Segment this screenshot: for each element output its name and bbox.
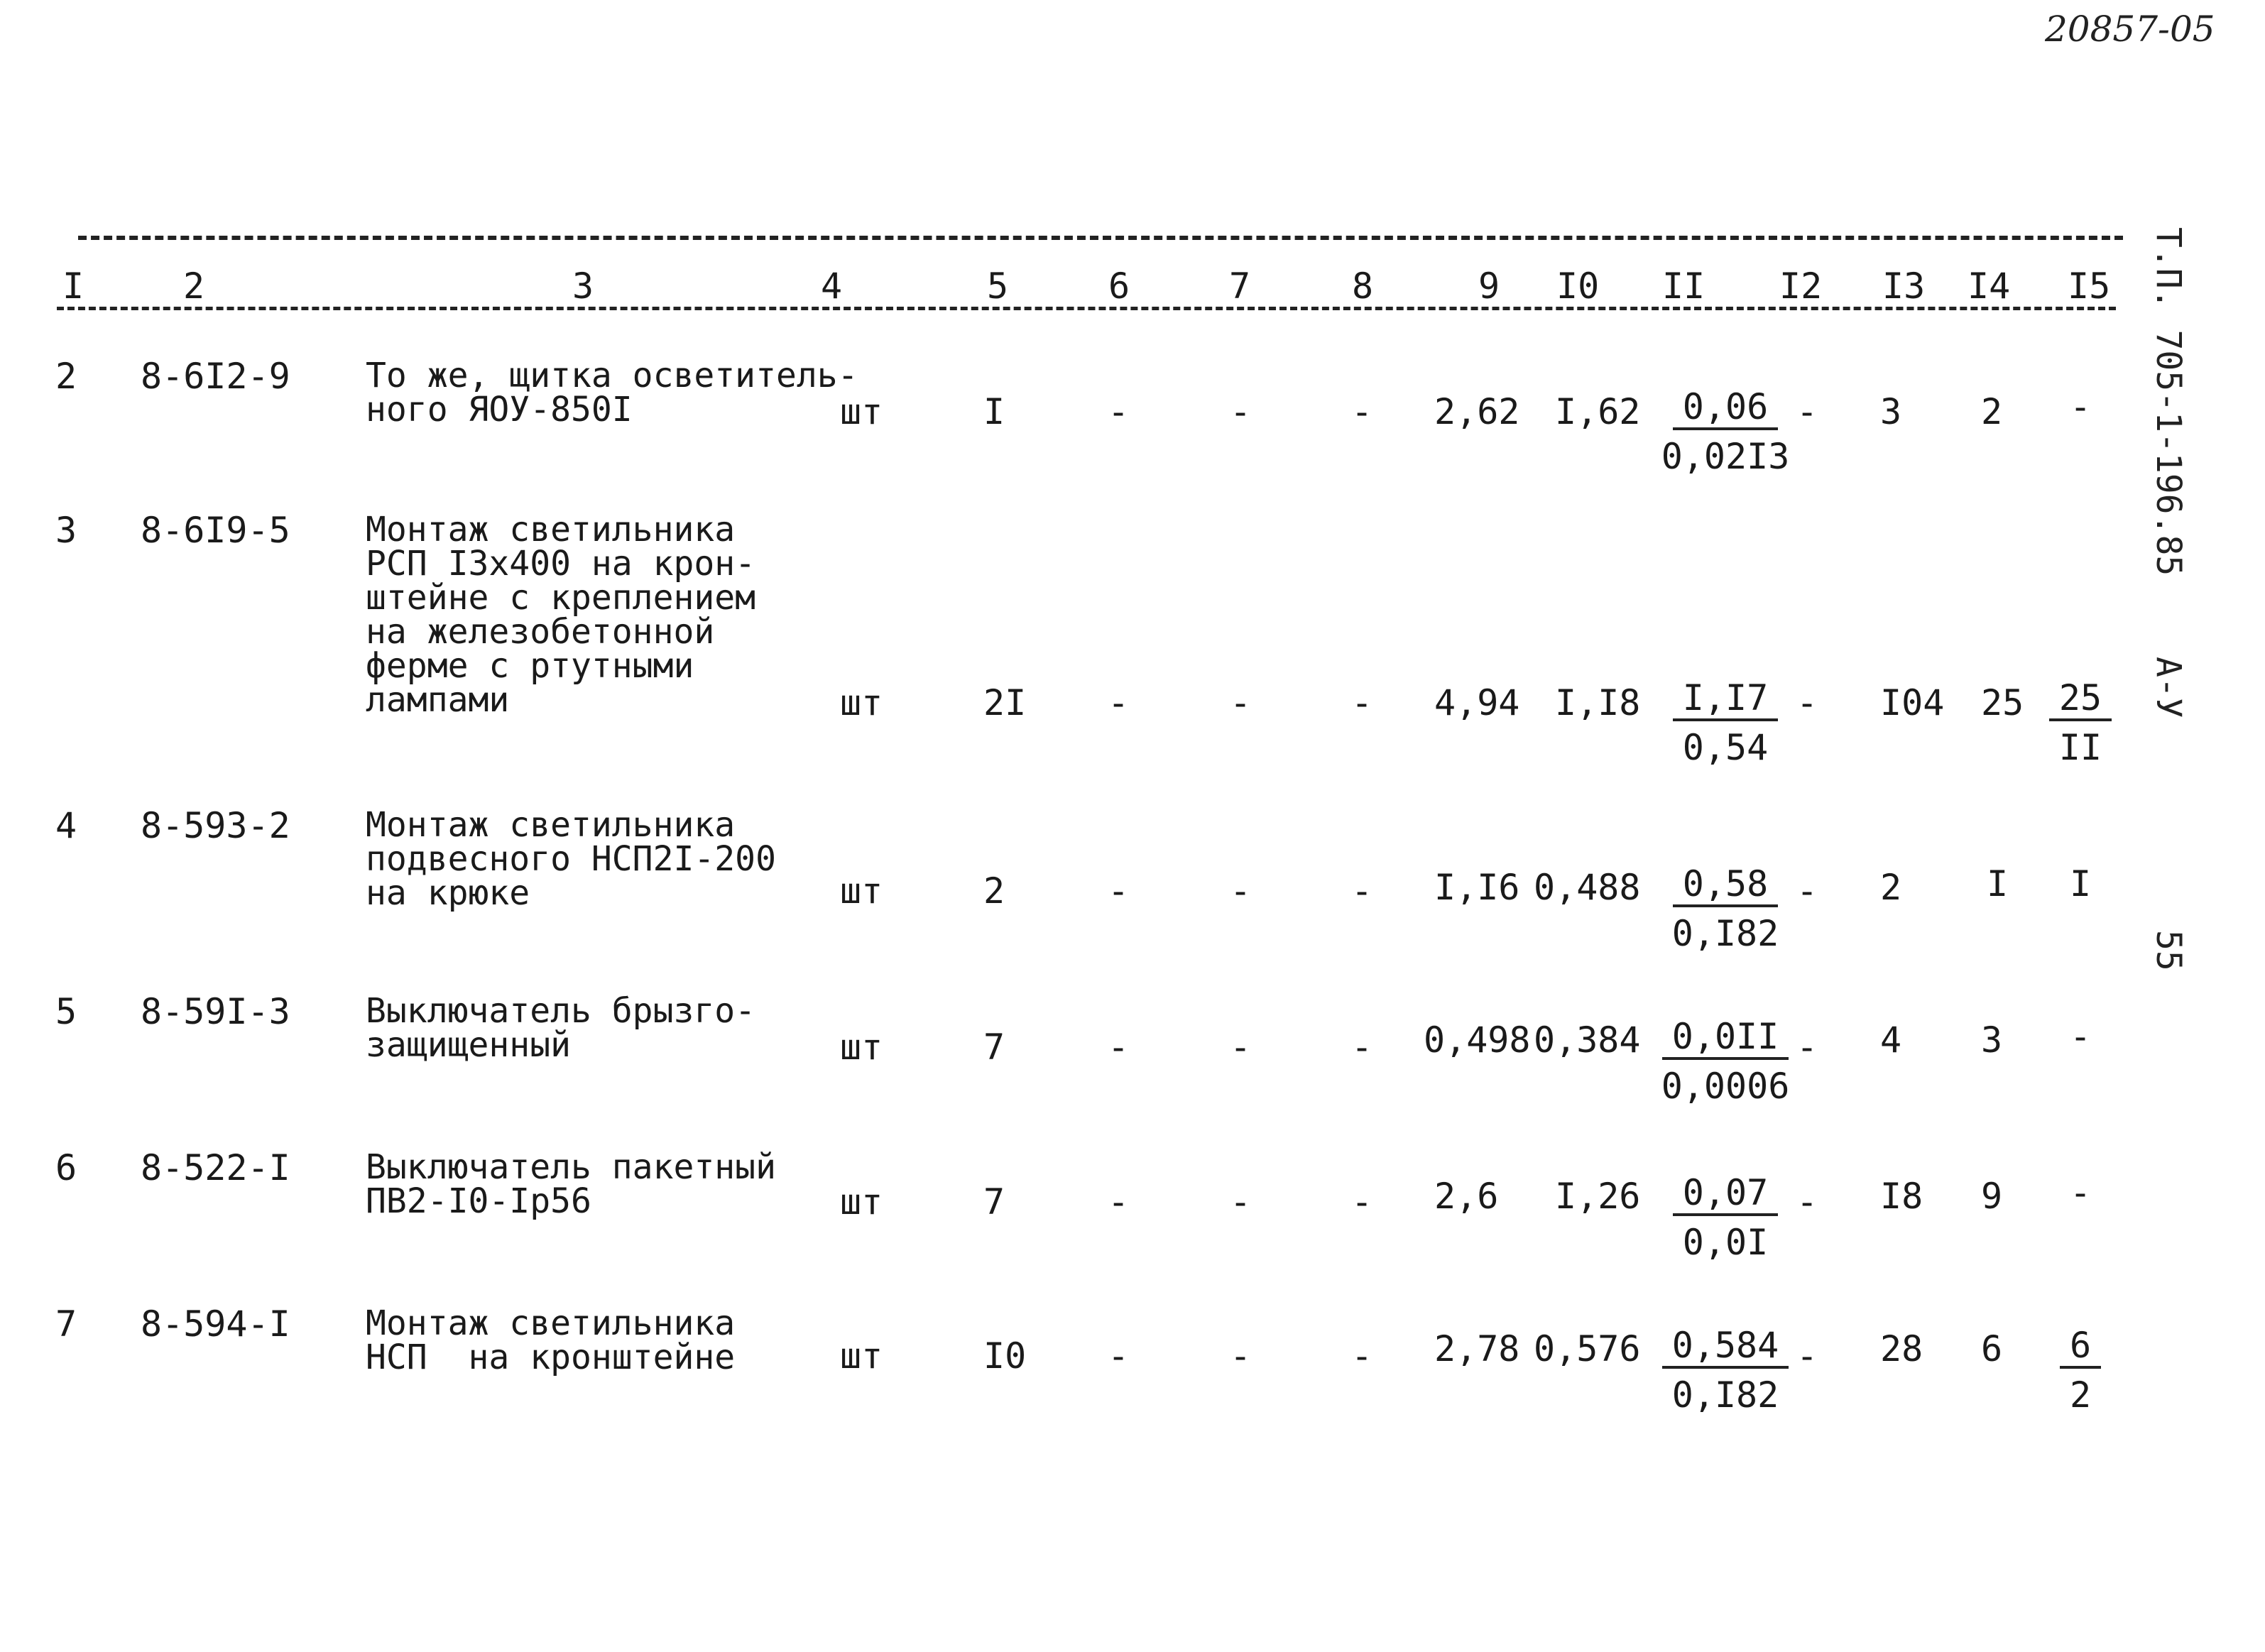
col-12-value: -	[1796, 1335, 1818, 1377]
col-11-fraction	[1647, 1172, 1803, 1263]
rate-code: 8-593-2	[141, 805, 290, 846]
col-10-value: I,I8	[1555, 682, 1641, 723]
work-description: Выключатель пакетный ПВ2-I0-Iр56	[366, 1147, 776, 1221]
col-7-value: -	[1230, 1335, 1252, 1377]
col-13-value: I04	[1880, 682, 1945, 723]
fraction-numerator: 0,584	[1662, 1328, 1789, 1369]
row-number: 4	[55, 805, 77, 846]
col-13-value: 3	[1880, 391, 1902, 432]
work-description: Монтаж светильника РСП I3х400 на крон- штейне с креплением на железобетонной ферме с ртутными лампами	[366, 510, 756, 720]
col-12-value: -	[1796, 682, 1818, 723]
row-number: 7	[55, 1303, 77, 1345]
quantity: 7	[983, 1027, 1005, 1068]
col-8-value: -	[1351, 1027, 1373, 1068]
col-12-value: -	[1796, 870, 1818, 912]
col-6-value: -	[1108, 682, 1130, 723]
fraction-numerator: -	[2069, 1016, 2092, 1057]
row-number: 6	[55, 1147, 77, 1188]
column-header-10: I0	[1552, 268, 1603, 304]
col-15-fraction	[2038, 1016, 2123, 1063]
col-11-fraction	[1647, 677, 1803, 768]
col-6-value: -	[1108, 1181, 1130, 1222]
row-number: 5	[55, 991, 77, 1032]
col-7-value: -	[1230, 1181, 1252, 1222]
fraction-numerator: I,I7	[1673, 680, 1778, 721]
col-15-fraction	[2038, 1325, 2123, 1416]
col-9-value: 2,62	[1434, 391, 1520, 432]
quantity: 2I	[983, 682, 1027, 723]
unit: шт	[840, 1335, 883, 1377]
col-7-value: -	[1230, 391, 1252, 432]
top-dashed-rule	[78, 236, 2123, 240]
col-14-value: I	[1987, 863, 2009, 904]
col-10-value: I,62	[1555, 391, 1641, 432]
col-9-value: 2,78	[1434, 1328, 1520, 1369]
col-8-value: -	[1351, 870, 1373, 912]
row-number: 3	[55, 510, 77, 551]
fraction-numerator: -	[2069, 386, 2092, 427]
rate-code: 8-522-I	[141, 1147, 290, 1188]
col-7-value: -	[1230, 870, 1252, 912]
col-11-fraction	[1647, 386, 1803, 477]
fraction-numerator: 0,58	[1673, 866, 1778, 907]
rate-code: 8-6I2-9	[141, 356, 290, 397]
col-14-value: 3	[1981, 1019, 2003, 1061]
work-description: Монтаж светильника НСП на кронштейне	[366, 1303, 736, 1377]
col-9-value: I,I6	[1434, 867, 1520, 908]
col-12-value: -	[1796, 1181, 1818, 1222]
header-dashed-rule	[57, 307, 2116, 310]
unit: шт	[840, 870, 883, 912]
column-header-6: 6	[1104, 268, 1134, 304]
column-header-15: I5	[2063, 268, 2114, 304]
row-number: 2	[55, 356, 77, 397]
fraction-denominator: 0,54	[1682, 727, 1769, 768]
column-header-7: 7	[1225, 268, 1255, 304]
col-11-fraction	[1647, 1325, 1803, 1416]
column-header-14: I4	[1963, 268, 2014, 304]
fraction-numerator: 0,0II	[1662, 1019, 1789, 1060]
fraction-numerator: -	[2069, 1172, 2092, 1213]
fraction-numerator: 0,07	[1673, 1175, 1778, 1216]
col-12-value: -	[1796, 1027, 1818, 1068]
col-15-fraction	[2038, 863, 2123, 910]
quantity: 2	[983, 870, 1005, 912]
col-14-value: 6	[1981, 1328, 2003, 1369]
fraction-denominator: II	[2058, 727, 2102, 768]
col-10-value: 0,488	[1534, 867, 1641, 908]
quantity: 7	[983, 1181, 1005, 1222]
col-13-value: 28	[1880, 1328, 1923, 1369]
col-6-value: -	[1108, 1335, 1130, 1377]
col-9-value: 2,6	[1434, 1176, 1499, 1217]
col-14-value: 2	[1981, 391, 2003, 432]
fraction-numerator: 6	[2060, 1328, 2101, 1369]
col-8-value: -	[1351, 1335, 1373, 1377]
document-number: 20857-05	[2045, 9, 2215, 50]
col-12-value: -	[1796, 391, 1818, 432]
series-code: Т.П. 705-1-196.85	[2149, 227, 2188, 576]
col-9-value: 4,94	[1434, 682, 1520, 723]
col-13-value: 4	[1880, 1019, 1902, 1061]
col-11-fraction	[1647, 863, 1803, 954]
fraction-numerator: I	[2069, 863, 2092, 904]
col-6-value: -	[1108, 391, 1130, 432]
unit: шт	[840, 682, 883, 723]
column-header-12: I2	[1775, 268, 1826, 304]
column-header-5: 5	[983, 268, 1013, 304]
col-10-value: 0,576	[1534, 1328, 1641, 1369]
col-10-value: 0,384	[1534, 1019, 1641, 1061]
fraction-numerator: 0,06	[1673, 389, 1778, 430]
fraction-numerator: 25	[2049, 680, 2112, 721]
rate-code: 8-6I9-5	[141, 510, 290, 551]
fraction-denominator: 0,02I3	[1661, 436, 1790, 477]
col-14-value: 25	[1981, 682, 2024, 723]
column-header-9: 9	[1474, 268, 1504, 304]
column-header-13: I3	[1878, 268, 1929, 304]
col-15-fraction	[2038, 677, 2123, 768]
column-header-1: I	[58, 268, 88, 304]
unit: шт	[840, 1181, 883, 1222]
col-8-value: -	[1351, 682, 1373, 723]
col-15-fraction	[2038, 1172, 2123, 1219]
column-header-2: 2	[179, 268, 209, 304]
col-11-fraction	[1647, 1016, 1803, 1107]
work-description: То же, щитка осветитель- ного ЯОУ-850I	[366, 356, 858, 430]
col-7-value: -	[1230, 1027, 1252, 1068]
fraction-denominator: 0,I82	[1671, 913, 1779, 954]
work-description: Выключатель брызго- защищенный	[366, 991, 756, 1065]
col-8-value: -	[1351, 391, 1373, 432]
fraction-denominator: 2	[2069, 1374, 2092, 1416]
col-6-value: -	[1108, 870, 1130, 912]
fraction-denominator: 0,I82	[1671, 1374, 1779, 1416]
column-header-3: 3	[568, 268, 598, 304]
column-header-4: 4	[817, 268, 846, 304]
quantity: I	[983, 391, 1005, 432]
unit: шт	[840, 391, 883, 432]
page-number: 55	[2149, 930, 2188, 971]
quantity: I0	[983, 1335, 1027, 1377]
rate-code: 8-59I-3	[141, 991, 290, 1032]
rate-code: 8-594-I	[141, 1303, 290, 1345]
col-15-fraction	[2038, 386, 2123, 433]
col-13-value: I8	[1880, 1176, 1923, 1217]
col-13-value: 2	[1880, 867, 1902, 908]
column-header-11: II	[1658, 268, 1709, 304]
work-description: Монтаж светильника подвесного НСП2I-200 на крюке	[366, 805, 776, 913]
album-label: А-У	[2149, 657, 2188, 718]
col-14-value: 9	[1981, 1176, 2003, 1217]
col-9-value: 0,498	[1424, 1019, 1531, 1061]
col-10-value: I,26	[1555, 1176, 1641, 1217]
fraction-denominator: 0,0006	[1661, 1066, 1790, 1107]
col-7-value: -	[1230, 682, 1252, 723]
col-8-value: -	[1351, 1181, 1373, 1222]
col-6-value: -	[1108, 1027, 1130, 1068]
unit: шт	[840, 1027, 883, 1068]
column-header-8: 8	[1348, 268, 1377, 304]
fraction-denominator: 0,0I	[1682, 1222, 1769, 1263]
